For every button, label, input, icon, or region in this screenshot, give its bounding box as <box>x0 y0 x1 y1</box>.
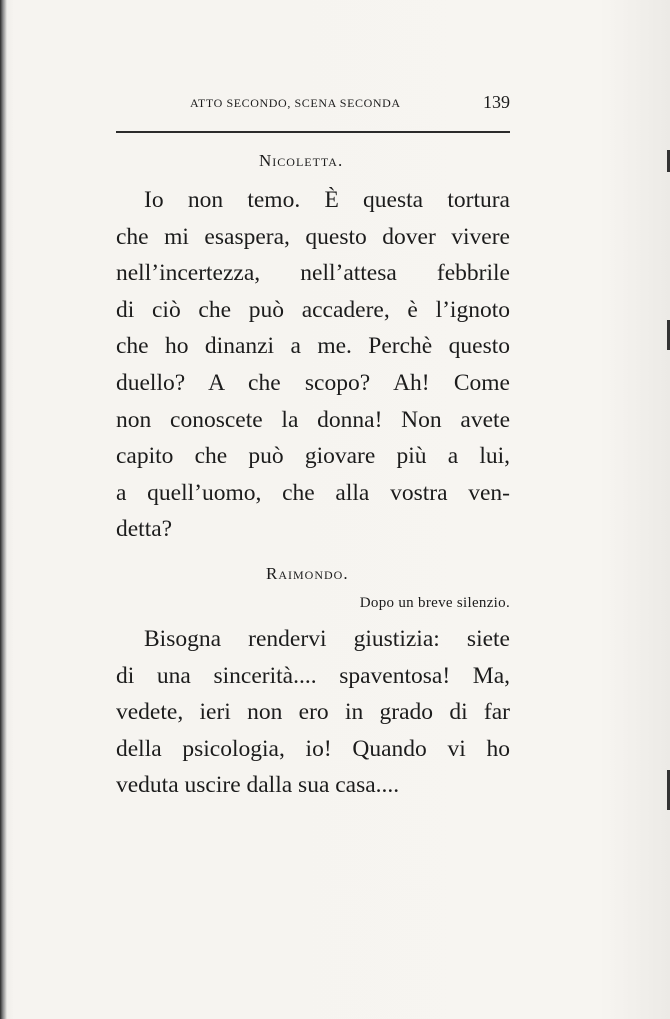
speech-line: della psicologia, io! Quando vi ho <box>116 735 510 762</box>
speech-line: capito che può giovare più a lui, <box>116 443 510 470</box>
running-title: ATTO SECONDO, SCENA SECONDA <box>190 96 401 110</box>
speech-line: duello? A che scopo? Ah! Come <box>116 369 510 396</box>
speech-block <box>116 621 510 804</box>
speech-line: Io non temo. È questa tortura <box>144 187 510 213</box>
header-rule <box>116 131 510 133</box>
speech-line: Bisogna rendervi giustizia: siete <box>144 626 510 652</box>
speech-block <box>116 182 510 548</box>
speech-line: non conoscete la donna! Non avete <box>116 406 510 433</box>
speech-line: veduta uscire dalla sua casa.... <box>116 772 400 799</box>
running-header <box>116 94 510 118</box>
speech-line: di una sincerità.... spaventosa! Ma, <box>116 662 510 689</box>
speech-line: vedete, ieri non ero in grado di far <box>116 699 510 726</box>
speech-line: di ciò che può accadere, è l’ignoto <box>116 296 510 323</box>
speech-line: che mi esaspera, questo dover vivere <box>116 223 510 250</box>
speaker-name: Nicoletta. <box>259 151 344 170</box>
speech-line: nell’incertezza, nell’attesa febbrile <box>116 260 510 287</box>
speech-line: detta? <box>116 516 173 543</box>
page-number: 139 <box>483 92 510 112</box>
stage-direction: Dopo un breve silenzio. <box>359 595 510 611</box>
speech-line: a quell’uomo, che alla vostra ven- <box>116 479 510 506</box>
page-binding-edge <box>0 0 7 1019</box>
speaker-name: Raimondo. <box>266 564 349 583</box>
speech-line: che ho dinanzi a me. Perchè questo <box>116 333 510 360</box>
